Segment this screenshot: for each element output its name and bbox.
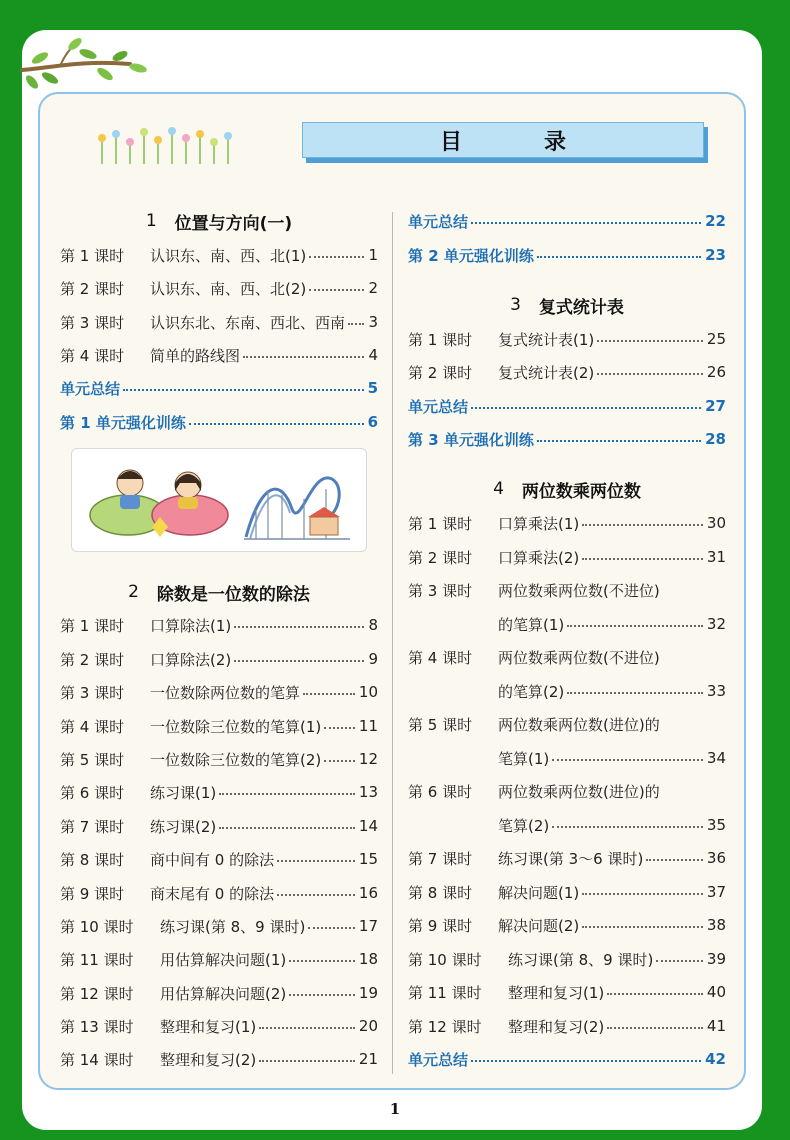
page-ref: 21 xyxy=(358,1050,378,1068)
page-ref: 4 xyxy=(368,346,378,364)
lesson-label: 第 2 课时 xyxy=(60,650,125,669)
entry-title: 两位数乘两位数(不进位) xyxy=(498,648,660,667)
entry-title: 整理和复习(2) xyxy=(508,1017,605,1036)
page-ref: 13 xyxy=(358,783,378,801)
entry-title: 笔算(1) xyxy=(498,749,550,768)
dot-leader xyxy=(567,692,703,694)
flowers-icon xyxy=(94,126,240,166)
lesson-label: 第 1 课时 xyxy=(60,616,125,635)
dot-leader xyxy=(582,893,703,895)
lesson-label: 第 4 课时 xyxy=(408,648,473,667)
toc-entry-row[interactable] xyxy=(60,811,378,841)
toc-entry-continuation[interactable] xyxy=(408,743,726,773)
toc-entry-row[interactable] xyxy=(408,776,726,806)
entry-title: 解决问题(2) xyxy=(498,916,580,935)
page-ref: 23 xyxy=(705,246,726,264)
page-number: 1 xyxy=(389,1100,401,1118)
toc-entry-row[interactable] xyxy=(60,911,378,941)
toc-entry-row[interactable] xyxy=(408,709,726,739)
lesson-label: 第 5 课时 xyxy=(408,715,473,734)
entry-title: 单元总结 xyxy=(408,212,469,231)
section-title: 位置与方向(一) xyxy=(174,213,293,234)
lesson-label: 第 2 课时 xyxy=(408,363,473,382)
lesson-label: 第 1 课时 xyxy=(408,330,473,349)
page-ref: 10 xyxy=(358,683,378,701)
entry-title: 认识东北、东南、西北、西南 xyxy=(150,313,346,332)
page-ref: 28 xyxy=(705,430,726,448)
dot-leader xyxy=(537,440,701,442)
lesson-label: 第 3 课时 xyxy=(60,313,125,332)
toc-entry-row[interactable] xyxy=(408,357,726,387)
toc-entry-row[interactable] xyxy=(60,878,378,908)
toc-entry-row[interactable] xyxy=(408,642,726,672)
entry-title: 单元总结 xyxy=(408,397,469,416)
page-ref: 3 xyxy=(368,313,378,331)
lesson-label: 第 10 课时 xyxy=(60,917,134,936)
toc-entry-row[interactable] xyxy=(60,644,378,674)
entry-title: 两位数乘两位数(不进位) xyxy=(498,581,660,600)
dot-leader xyxy=(552,826,703,828)
entry-title: 的笔算(2) xyxy=(498,682,565,701)
entry-title: 第 2 单元强化训练 xyxy=(408,246,534,265)
entry-title: 一位数除三位数的笔算(2) xyxy=(150,750,322,769)
illustration-box xyxy=(71,448,367,552)
entry-title: 口算除法(2) xyxy=(150,650,232,669)
dot-leader xyxy=(537,256,701,258)
toc-title-box xyxy=(302,122,704,158)
lesson-label: 第 10 课时 xyxy=(408,950,482,969)
toc-entry-row[interactable] xyxy=(60,240,378,270)
lesson-label: 第 2 课时 xyxy=(408,548,473,567)
entry-title: 练习课(1) xyxy=(150,783,217,802)
toc-entry-row[interactable] xyxy=(408,1011,726,1041)
dot-leader xyxy=(234,626,364,628)
page-ref: 31 xyxy=(706,548,726,566)
page-title: 目 录 xyxy=(439,129,596,155)
toc-entry-row[interactable] xyxy=(60,844,378,874)
lesson-label: 第 14 课时 xyxy=(60,1050,134,1069)
section-number: 2 xyxy=(128,582,139,602)
dot-leader xyxy=(607,993,703,995)
page-ref: 15 xyxy=(358,850,378,868)
dot-leader xyxy=(309,256,364,258)
toc-entry-continuation[interactable] xyxy=(408,676,726,706)
page-ref: 22 xyxy=(705,212,726,230)
toc-summary-row[interactable] xyxy=(60,373,378,403)
lesson-label: 第 1 课时 xyxy=(60,246,125,265)
lesson-label: 第 1 课时 xyxy=(408,514,473,533)
lesson-label: 第 4 课时 xyxy=(60,346,125,365)
dot-leader xyxy=(471,407,701,409)
entry-title: 商中间有 0 的除法 xyxy=(150,850,275,869)
dot-leader xyxy=(243,356,364,358)
dot-leader xyxy=(324,727,355,729)
page-ref: 1 xyxy=(368,246,378,264)
toc-entry-row[interactable] xyxy=(60,944,378,974)
section-heading xyxy=(408,290,726,320)
dot-leader xyxy=(259,1060,355,1062)
section-heading xyxy=(408,474,726,504)
entry-title: 单元总结 xyxy=(408,1050,469,1069)
toc-summary-row[interactable] xyxy=(408,424,726,454)
toc-entry-row[interactable] xyxy=(60,978,378,1008)
dot-leader xyxy=(324,760,355,762)
page-ref: 39 xyxy=(706,950,726,968)
dot-leader xyxy=(277,860,355,862)
toc-entry-row[interactable] xyxy=(408,542,726,572)
section-title: 复式统计表 xyxy=(538,297,624,318)
toc-entry-row[interactable] xyxy=(60,610,378,640)
entry-title: 商末尾有 0 的除法 xyxy=(150,884,275,903)
page-ref: 41 xyxy=(706,1017,726,1035)
toc-entry-row[interactable] xyxy=(60,744,378,774)
dot-leader xyxy=(303,693,355,695)
entry-title: 一位数除两位数的笔算 xyxy=(150,683,301,702)
entry-title: 口算乘法(2) xyxy=(498,548,580,567)
section-title: 除数是一位数的除法 xyxy=(156,584,310,605)
page-ref: 37 xyxy=(706,883,726,901)
bumper-cars-kids-icon xyxy=(86,457,236,543)
toc-summary-row[interactable] xyxy=(60,407,378,437)
toc-summary-row[interactable] xyxy=(408,391,726,421)
lesson-label: 第 2 课时 xyxy=(60,279,125,298)
toc-entry-row[interactable] xyxy=(408,944,726,974)
section-number: 4 xyxy=(493,479,504,499)
dot-leader xyxy=(582,558,703,560)
dot-leader xyxy=(656,960,703,962)
dot-leader xyxy=(189,423,364,425)
dot-leader xyxy=(348,323,364,325)
toc-entry-row[interactable] xyxy=(408,508,726,538)
page-ref: 18 xyxy=(358,950,378,968)
entry-title: 一位数除三位数的笔算(1) xyxy=(150,717,322,736)
page-ref: 5 xyxy=(367,379,378,397)
section-heading xyxy=(60,577,378,607)
page-ref: 8 xyxy=(368,616,378,634)
dot-leader xyxy=(259,1027,355,1029)
entry-title: 整理和复习(1) xyxy=(508,983,605,1002)
page-ref: 36 xyxy=(706,849,726,867)
page-ref: 9 xyxy=(368,650,378,668)
dot-leader xyxy=(471,222,701,224)
lesson-label: 第 7 课时 xyxy=(60,817,125,836)
dot-leader xyxy=(308,927,355,929)
section-title: 两位数乘两位数 xyxy=(521,481,641,502)
page-ref: 19 xyxy=(358,984,378,1002)
lesson-label: 第 6 课时 xyxy=(408,782,473,801)
dot-leader xyxy=(567,625,703,627)
toc-entry-continuation[interactable] xyxy=(408,810,726,840)
toc-entry-row[interactable] xyxy=(60,273,378,303)
entry-title: 单元总结 xyxy=(60,379,121,398)
lesson-label: 第 11 课时 xyxy=(408,983,482,1002)
page-ref: 14 xyxy=(358,817,378,835)
entry-title: 复式统计表(2) xyxy=(498,363,595,382)
page-ref: 20 xyxy=(358,1017,378,1035)
dot-leader xyxy=(123,389,364,391)
lesson-label: 第 12 课时 xyxy=(408,1017,482,1036)
lesson-label: 第 9 课时 xyxy=(60,884,125,903)
toc-summary-row[interactable] xyxy=(408,1044,726,1074)
lesson-label: 第 7 课时 xyxy=(408,849,473,868)
entry-title: 整理和复习(1) xyxy=(160,1017,257,1036)
entry-title: 口算乘法(1) xyxy=(498,514,580,533)
toc-entry-row[interactable] xyxy=(408,877,726,907)
entry-title: 笔算(2) xyxy=(498,816,550,835)
entry-title: 练习课(2) xyxy=(150,817,217,836)
dot-leader xyxy=(219,793,355,795)
page-ref: 11 xyxy=(358,717,378,735)
entry-title: 两位数乘两位数(进位)的 xyxy=(498,782,660,801)
roller-coaster-icon xyxy=(242,459,352,545)
page-ref: 12 xyxy=(358,750,378,768)
entry-title: 解决问题(1) xyxy=(498,883,580,902)
dot-leader xyxy=(646,859,703,861)
page-ref: 17 xyxy=(358,917,378,935)
dot-leader xyxy=(234,660,364,662)
entry-title: 第 1 单元强化训练 xyxy=(60,413,186,432)
page-ref: 40 xyxy=(706,983,726,1001)
dot-leader xyxy=(219,827,355,829)
dot-leader xyxy=(597,373,703,375)
dot-leader xyxy=(471,1060,701,1062)
toc-entry-row[interactable] xyxy=(408,575,726,605)
lesson-label: 第 6 课时 xyxy=(60,783,125,802)
entry-title: 第 3 单元强化训练 xyxy=(408,430,534,449)
entry-title: 复式统计表(1) xyxy=(498,330,595,349)
dot-leader xyxy=(277,894,355,896)
entry-title: 用估算解决问题(2) xyxy=(160,984,287,1003)
dot-leader xyxy=(552,759,703,761)
entry-title: 口算除法(1) xyxy=(150,616,232,635)
dot-leader xyxy=(597,340,703,342)
page-ref: 33 xyxy=(706,682,726,700)
page-ref: 26 xyxy=(706,363,726,381)
toc-entry-row[interactable] xyxy=(60,711,378,741)
page-ref: 42 xyxy=(705,1050,726,1068)
lesson-label: 第 11 课时 xyxy=(60,950,134,969)
entry-title: 两位数乘两位数(进位)的 xyxy=(498,715,660,734)
toc-entry-continuation[interactable] xyxy=(408,609,726,639)
lesson-label: 第 3 课时 xyxy=(60,683,125,702)
page-ref: 27 xyxy=(705,397,726,415)
toc-entry-row[interactable] xyxy=(60,1011,378,1041)
section-heading xyxy=(60,206,378,236)
toc-entry-row[interactable] xyxy=(408,910,726,940)
dot-leader xyxy=(289,960,355,962)
lesson-label: 第 8 课时 xyxy=(60,850,125,869)
lesson-label: 第 8 课时 xyxy=(408,883,473,902)
lesson-label: 第 5 课时 xyxy=(60,750,125,769)
page-ref: 32 xyxy=(706,615,726,633)
entry-title: 练习课(第 8、9 课时) xyxy=(160,917,306,936)
entry-title: 练习课(第 3～6 课时) xyxy=(498,849,644,868)
page-ref: 6 xyxy=(367,413,378,431)
entry-title: 的笔算(1) xyxy=(498,615,565,634)
lesson-label: 第 13 课时 xyxy=(60,1017,134,1036)
toc-entry-row[interactable] xyxy=(60,777,378,807)
toc-entry-row[interactable] xyxy=(60,1044,378,1074)
column-divider xyxy=(392,212,393,1074)
dot-leader xyxy=(607,1027,703,1029)
toc-summary-row[interactable] xyxy=(408,240,726,270)
lesson-label: 第 9 课时 xyxy=(408,916,473,935)
dot-leader xyxy=(582,524,703,526)
section-number: 1 xyxy=(145,211,157,231)
entry-title: 用估算解决问题(1) xyxy=(160,950,287,969)
page-ref: 30 xyxy=(706,514,726,532)
tree-branch-icon xyxy=(20,30,150,92)
toc-summary-row[interactable] xyxy=(408,206,726,236)
toc-entry-row[interactable] xyxy=(60,307,378,337)
lesson-label: 第 3 课时 xyxy=(408,581,473,600)
lesson-label: 第 12 课时 xyxy=(60,984,134,1003)
lesson-label: 第 4 课时 xyxy=(60,717,125,736)
toc-entry-row[interactable] xyxy=(408,843,726,873)
entry-title: 整理和复习(2) xyxy=(160,1050,257,1069)
entry-title: 简单的路线图 xyxy=(150,346,241,365)
dot-leader xyxy=(582,926,703,928)
section-number: 3 xyxy=(510,295,521,315)
toc-entry-row[interactable] xyxy=(60,340,378,370)
page-ref: 25 xyxy=(706,330,726,348)
page-ref: 34 xyxy=(706,749,726,767)
entry-title: 认识东、南、西、北(2) xyxy=(150,279,307,298)
entry-title: 练习课(第 8、9 课时) xyxy=(508,950,654,969)
page-ref: 35 xyxy=(706,816,726,834)
toc-entry-row[interactable] xyxy=(408,324,726,354)
toc-entry-row[interactable] xyxy=(60,677,378,707)
dot-leader xyxy=(289,994,355,996)
page-ref: 16 xyxy=(358,884,378,902)
dot-leader xyxy=(309,289,364,291)
page-ref: 38 xyxy=(706,916,726,934)
entry-title: 认识东、南、西、北(1) xyxy=(150,246,307,265)
page-ref: 2 xyxy=(368,279,378,297)
toc-entry-row[interactable] xyxy=(408,977,726,1007)
